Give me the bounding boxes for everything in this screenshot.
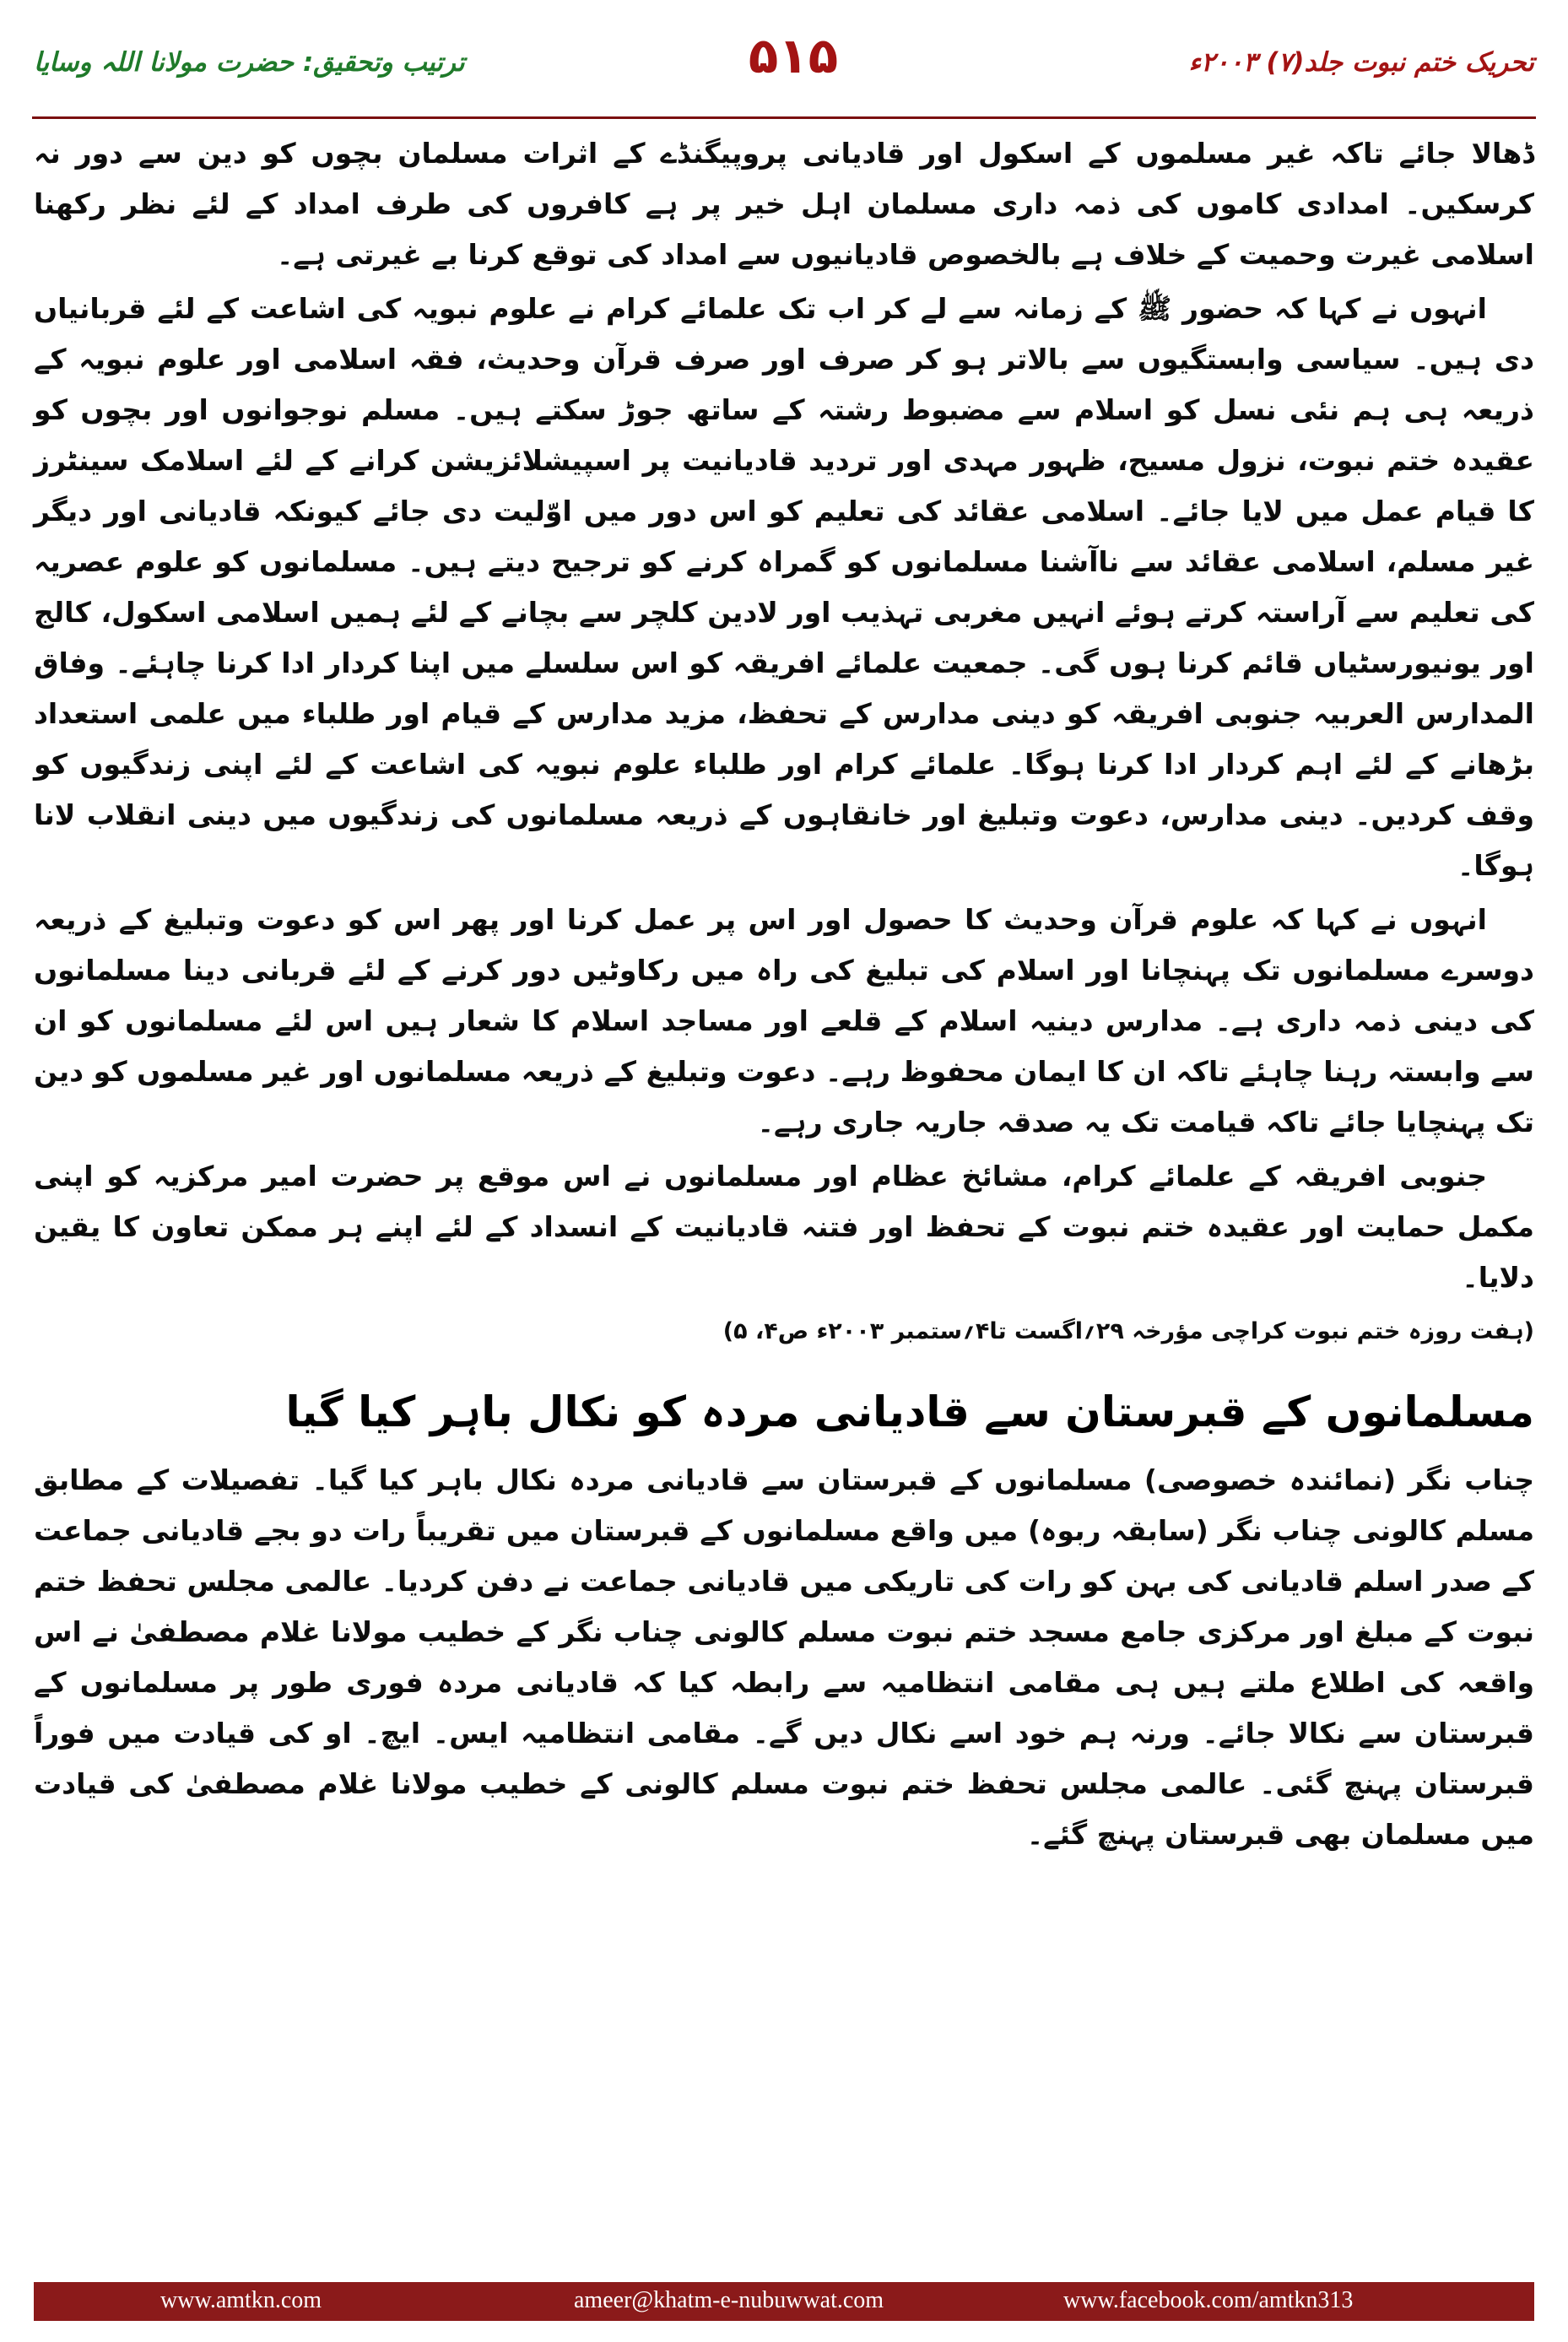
page-number: ۵۱۵ — [748, 27, 839, 84]
paragraph: انہوں نے کہا کہ حضور ﷺ کے زمانہ سے لے کر اب تک علمائے کرام نے علوم نبویہ کی اشاعت کے لئے قربانیاں دی ہیں۔ سیاسی وابستگیوں سے بالاتر ہو کر صرف اور صرف قرآن وحدیث، فقہ اسلامی اور علوم نبویہ کے ذریعہ ہی ہم نئی نسل کو اسلام سے مضبوط رشتہ کے ساتھ جوڑ سکتے ہیں۔ مسلم نوجوانوں اور بچوں کو عقیدہ ختم نبوت، نزول مسیح، ظہور مہدی اور تردید قادیانیت پر اسپیشلائزیشن کرانے کے لئے اسلامک سینٹرز کا قیام عمل میں لایا جائے۔ اسلامی عقائد کی تعلیم کو اس دور میں اوّلیت دی جائے کیونکہ قادیانی اور دیگر غیر مسلم، اسلامی عقائد سے ناآشنا مسلمانوں کو گمراہ کرنے کو ترجیح دیتے ہیں۔ مسلمانوں کو علوم عصریہ کی تعلیم سے آراستہ کرتے ہوئے انہیں مغربی تہذیب اور لادین کلچر سے بچانے کے لئے ہمیں اسلامی اسکول، کالج اور یونیورسٹیاں قائم کرنا ہوں گی۔ جمعیت علمائے افریقہ کو اس سلسلے میں اپنا کردار ادا کرنا چاہئے۔ وفاق المدارس العربیہ جنوبی افریقہ کو دینی مدارس کے تحفظ، مزید مدارس کے قیام اور طلباء میں علمی استعداد بڑھانے کے لئے اہم کردار ادا کرنا ہوگا۔ علمائے کرام اور طلباء علوم نبویہ کی اشاعت کے لئے اپنی زندگیوں کو وقف کردیں۔ دینی مدارس، دعوت وتبلیغ اور خانقاہوں کے ذریعہ مسلمانوں کی زندگیوں میں دینی انقلاب لانا ہوگا۔ — [34, 292, 1534, 882]
email-link[interactable]: ameer@khatm-e-nubuwwat.com — [574, 2287, 884, 2313]
page-body — [34, 128, 1534, 1860]
website-link[interactable]: www.amtkn.com — [160, 2287, 322, 2313]
article-heading: مسلمانوں کے قبرستان سے قادیانی مردہ کو نکال باہر کیا گیا — [285, 1387, 1534, 1436]
page-footer — [34, 2282, 1534, 2321]
paragraph: جنوبی افریقہ کے علمائے کرام، مشائخ عظام اور مسلمانوں نے اس موقع پر حضرت امیر مرکزیہ کو اپنی مکمل حمایت اور عقیدہ ختم نبوت کے تحفظ اور فتنہ قادیانیت کے انسداد کے لئے اپنے ہر ممکن تعاون کا یقین دلایا۔ — [34, 1160, 1534, 1294]
page-header — [0, 24, 1568, 108]
paragraph: ڈھالا جائے تاکہ غیر مسلموں کے اسکول اور قادیانی پروپیگنڈے کے اثرات مسلمان بچوں کو دین سے دور نہ کرسکیں۔ امدادی کاموں کی ذمہ داری مسلمان اہل خیر پر ہے کافروں کی طرف امداد کے لئے نظر رکھنا اسلامی غیرت وحمیت کے خلاف ہے بالخصوص قادیانیوں سے امداد کی توقع کرنا بے غیرتی ہے۔ — [34, 137, 1534, 271]
source-citation: (ہفت روزہ ختم نبوت کراچی مؤرخہ ۲۹؍اگست تا۴؍ستمبر ۲۰۰۳ء ص۴، ۵) — [722, 1318, 1534, 1344]
paragraph: انہوں نے کہا کہ علوم قرآن وحدیث کا حصول اور اس پر عمل کرنا اور پھر اس کو دعوت وتبلیغ کے ذریعہ دوسرے مسلمانوں تک پہنچانا اور اسلام کی تبلیغ کی راہ میں رکاوٹیں دور کرنے کے لئے قربانی دینا مسلمانوں کی دینی ذمہ داری ہے۔ مدارس دینیہ اسلام کے قلعے اور مساجد اسلام کا شعار ہیں اس لئے مسلمانوں کو ان سے وابستہ رہنا چاہئے تاکہ ان کا ایمان محفوظ رہے۔ دعوت وتبلیغ کے ذریعہ مسلمانوں اور غیر مسلموں کو دین تک پہنچایا جائے تاکہ قیامت تک یہ صدقہ جاریہ جاری رہے۔ — [34, 903, 1534, 1139]
compiler-credit: ترتیب وتحقیق: حضرت مولانا اللہ وسایا — [34, 47, 465, 78]
article-body: چناب نگر (نمائندہ خصوصی) مسلمانوں کے قبرستان سے قادیانی مردہ نکال باہر کیا گیا۔ تفصیلات کے مطابق مسلم کالونی چناب نگر (سابقہ ربوہ) میں واقع مسلمانوں کے قبرستان میں تقریباً رات دو بجے قادیانی جماعت کے صدر اسلم قادیانی کی بہن کو رات کی تاریکی میں قادیانی جماعت نے دفن کردیا۔ عالمی مجلس تحفظ ختم نبوت کے مبلغ اور مرکزی جامع مسجد ختم نبوت مسلم کالونی چناب نگر کے خطیب مولانا غلام مصطفیٰ نے اس واقعہ کی اطلاع ملتے ہیں ہی مقامی انتظامیہ سے رابطہ کیا کہ قادیانی مردہ فوری طور پر مسلمانوں کے قبرستان سے نکالا جائے۔ ورنہ ہم خود اسے نکال دیں گے۔ مقامی انتظامیہ ایس۔ ایچ۔ او کی قیادت میں فوراً قبرستان پہنچ گئی۔ عالمی مجلس تحفظ ختم نبوت مسلم کالونی کے خطیب مولانا غلام مصطفیٰ کی قیادت میں مسلمان بھی قبرستان پہنچ گئے۔ — [34, 1463, 1534, 1851]
header-divider — [32, 116, 1536, 119]
book-title: تحریک ختم نبوت جلد(۷) ۲۰۰۳ء — [1188, 47, 1534, 78]
facebook-link[interactable]: www.facebook.com/amtkn313 — [1063, 2287, 1354, 2313]
